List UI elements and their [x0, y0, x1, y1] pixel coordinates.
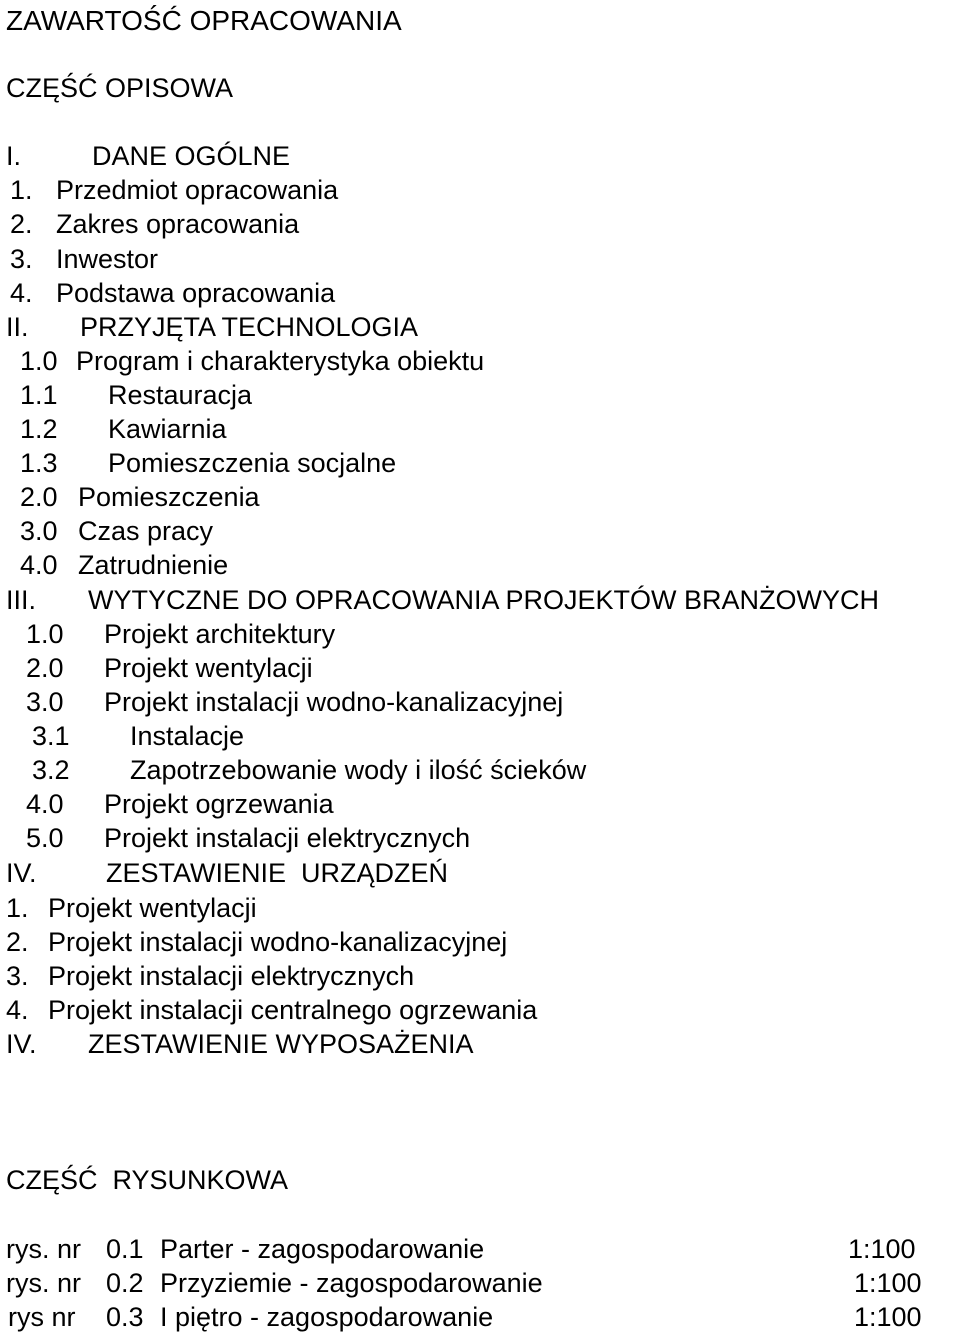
list-item: Projekt instalacji centralnego ogrzewania	[48, 995, 538, 1025]
list-item-number: 2.0	[20, 482, 58, 512]
list-item: Czas pracy	[78, 516, 214, 546]
drawing-title: I piętro - zagospodarowanie	[160, 1302, 494, 1332]
section-numeral: I.	[6, 141, 22, 171]
section-numeral: IV.	[6, 1029, 37, 1059]
list-item-number: 3.2	[32, 755, 70, 785]
document-title: ZAWARTOŚĆ OPRACOWANIA	[6, 5, 402, 36]
list-item: Pomieszczenia	[78, 482, 260, 512]
drawings-heading: CZĘŚĆ RYSUNKOWA	[6, 1165, 289, 1195]
drawing-title: Parter - zagospodarowanie	[160, 1234, 485, 1264]
list-item: Projekt instalacji elektrycznych	[104, 823, 471, 853]
list-item-number: 3.	[6, 961, 29, 991]
list-item-number: 1.3	[20, 448, 58, 478]
list-item-number: 1.	[10, 175, 33, 205]
drawing-number: 0.1	[106, 1234, 144, 1264]
list-item: Podstawa opracowania	[56, 278, 336, 308]
list-item-number: 3.1	[32, 721, 70, 751]
list-item-number: 1.2	[20, 414, 58, 444]
list-item: Projekt wentylacji	[104, 653, 313, 683]
drawing-number: 0.2	[106, 1268, 144, 1298]
list-item-number: 3.0	[26, 687, 64, 717]
drawing-number: 0.3	[106, 1302, 144, 1332]
list-item: Zapotrzebowanie wody i ilość ścieków	[130, 755, 587, 785]
list-item: Zatrudnienie	[78, 550, 229, 580]
list-item-number: 1.1	[20, 380, 58, 410]
list-item-number: 3.0	[20, 516, 58, 546]
list-item: Zakres opracowania	[56, 209, 300, 239]
list-item: Projekt instalacji elektrycznych	[48, 961, 415, 991]
list-item: Kawiarnia	[108, 414, 227, 444]
drawing-scale: 1:100	[854, 1268, 922, 1298]
section-title: PRZYJĘTA TECHNOLOGIA	[80, 312, 419, 342]
list-item: Pomieszczenia socjalne	[108, 448, 397, 478]
list-item-number: 2.	[10, 209, 33, 239]
list-item-number: 1.0	[26, 619, 64, 649]
list-item: Restauracja	[108, 380, 253, 410]
descriptive-part-heading: CZĘŚĆ OPISOWA	[6, 73, 234, 103]
list-item-number: 4.0	[20, 550, 58, 580]
list-item: Projekt instalacji wodno-kanalizacyjnej	[104, 687, 564, 717]
list-item: Inwestor	[56, 244, 159, 274]
list-item: Projekt ogrzewania	[104, 789, 334, 819]
drawing-label: rys. nr	[6, 1234, 82, 1264]
drawing-label: rys nr	[8, 1302, 76, 1332]
list-item: Projekt wentylacji	[48, 893, 257, 923]
drawing-scale: 1:100	[848, 1234, 916, 1264]
list-item-number: 2.	[6, 927, 29, 957]
list-item: Instalacje	[130, 721, 245, 751]
drawing-scale: 1:100	[854, 1302, 922, 1332]
list-item: Przedmiot opracowania	[56, 175, 339, 205]
list-item-number: 1.	[6, 893, 29, 923]
list-item-number: 3.	[10, 244, 33, 274]
list-item-number: 4.	[6, 995, 29, 1025]
section-title: ZESTAWIENIE WYPOSAŻENIA	[88, 1029, 474, 1059]
drawing-label: rys. nr	[6, 1268, 82, 1298]
list-item: Projekt instalacji wodno-kanalizacyjnej	[48, 927, 508, 957]
list-item-number: 1.0	[20, 346, 58, 376]
section-numeral: III.	[6, 585, 37, 615]
section-title: DANE OGÓLNE	[92, 141, 291, 171]
section-title: ZESTAWIENIE URZĄDZEŃ	[106, 858, 449, 888]
list-item: Projekt architektury	[104, 619, 336, 649]
list-item-number: 2.0	[26, 653, 64, 683]
list-item: Program i charakterystyka obiektu	[76, 346, 485, 376]
drawing-title: Przyziemie - zagospodarowanie	[160, 1268, 543, 1298]
list-item-number: 4.	[10, 278, 33, 308]
list-item-number: 5.0	[26, 823, 64, 853]
section-numeral: IV.	[6, 858, 37, 888]
section-title: WYTYCZNE DO OPRACOWANIA PROJEKTÓW BRANŻOWYCH	[88, 585, 880, 615]
section-numeral: II.	[6, 312, 29, 342]
list-item-number: 4.0	[26, 789, 64, 819]
